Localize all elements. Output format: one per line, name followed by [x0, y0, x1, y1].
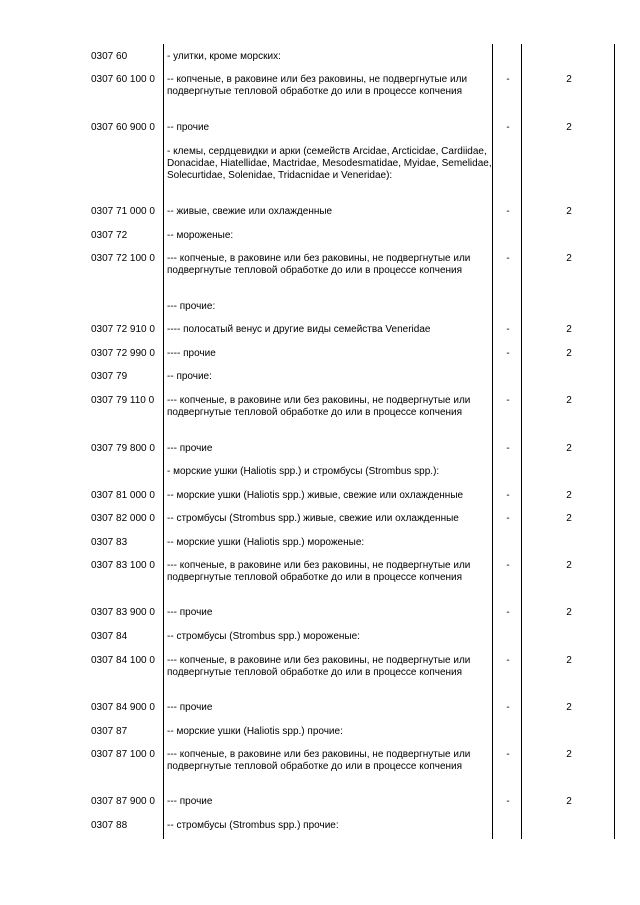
commodity-description: --- копченые, в раковине или без раковины, не подвергнутые или подвергнутые тепловой обработке до или в процессе копчения: [167, 395, 471, 418]
commodity-code: 0307 79 800 0: [91, 443, 155, 454]
duty-rate: 2: [566, 74, 572, 85]
commodity-description: -- копченые, в раковине или без раковины, не подвергнутые или подвергнутые тепловой обработке до или в процессе копчения: [167, 74, 468, 97]
commodity-description: --- прочие: [167, 796, 213, 807]
duty-rate: 2: [566, 749, 572, 760]
unit-cell: -: [506, 655, 510, 666]
commodity-description: - морские ушки (Haliotis spp.) и стромбусы (Strombus spp.):: [167, 466, 440, 477]
commodity-code: 0307 60: [91, 51, 128, 62]
commodity-description: -- морские ушки (Haliotis spp.) мороженые:: [167, 537, 365, 548]
commodity-description: --- копченые, в раковине или без раковины, не подвергнутые или подвергнутые тепловой обработке до или в процессе копчения: [167, 253, 471, 276]
unit-cell: -: [506, 253, 510, 264]
commodity-description: -- стромбусы (Strombus spp.) прочие:: [167, 820, 339, 831]
column-divider: [521, 44, 522, 839]
commodity-description: -- стромбусы (Strombus spp.) мороженые:: [167, 631, 360, 642]
unit-cell: -: [506, 513, 510, 524]
unit-cell: -: [506, 490, 510, 501]
duty-rate: 2: [566, 490, 572, 501]
commodity-code: 0307 88: [91, 820, 128, 831]
unit-cell: -: [506, 796, 510, 807]
column-divider: [163, 44, 164, 839]
commodity-description: --- прочие: [167, 702, 213, 713]
commodity-code: 0307 72 910 0: [91, 324, 155, 335]
commodity-code: 0307 82 000 0: [91, 513, 155, 524]
commodity-description: --- копченые, в раковине или без раковины, не подвергнутые или подвергнутые тепловой обработке до или в процессе копчения: [167, 655, 471, 678]
duty-rate: 2: [566, 702, 572, 713]
commodity-code: 0307 84: [91, 631, 128, 642]
commodity-code: 0307 84 900 0: [91, 702, 155, 713]
unit-cell: -: [506, 122, 510, 133]
unit-cell: -: [506, 74, 510, 85]
commodity-code: 0307 87: [91, 726, 128, 737]
duty-rate: 2: [566, 348, 572, 359]
commodity-code: 0307 79: [91, 371, 128, 382]
commodity-code: 0307 72 100 0: [91, 253, 155, 264]
unit-cell: -: [506, 206, 510, 217]
column-divider: [614, 44, 615, 839]
unit-cell: -: [506, 607, 510, 618]
commodity-description: -- живые, свежие или охлажденные: [167, 206, 333, 217]
commodity-description: --- копченые, в раковине или без раковины, не подвергнутые или подвергнутые тепловой обработке до или в процессе копчения: [167, 560, 471, 583]
commodity-description: --- копченые, в раковине или без раковины, не подвергнутые или подвергнутые тепловой обработке до или в процессе копчения: [167, 749, 471, 772]
commodity-code: 0307 71 000 0: [91, 206, 155, 217]
commodity-code: 0307 87 900 0: [91, 796, 155, 807]
duty-rate: 2: [566, 796, 572, 807]
duty-rate: 2: [566, 253, 572, 264]
commodity-description: ---- полосатый венус и другие виды семейства Veneridae: [167, 324, 431, 335]
commodity-description: ---- прочие: [167, 348, 216, 359]
unit-cell: -: [506, 395, 510, 406]
duty-rate: 2: [566, 443, 572, 454]
unit-cell: -: [506, 443, 510, 454]
commodity-description: --- прочие:: [167, 301, 216, 312]
commodity-description: - улитки, кроме морских:: [167, 51, 281, 62]
commodity-code: 0307 79 110 0: [91, 395, 155, 406]
duty-rate: 2: [566, 607, 572, 618]
commodity-code: 0307 83 900 0: [91, 607, 155, 618]
unit-cell: -: [506, 560, 510, 571]
commodity-description: -- мороженые:: [167, 230, 234, 241]
commodity-description: - клемы, сердцевидки и арки (семейств Arcidae, Arcticidae, Cardiidae, Donacidae, Hiatellidae, Mactridae, Mesodesmatidae, Myidae, Semelidae, Solecurtidae, Solenidae, Tridacnidae и Veneridae):: [167, 146, 492, 181]
column-divider: [492, 44, 493, 839]
commodity-code: 0307 84 100 0: [91, 655, 155, 666]
duty-rate: 2: [566, 655, 572, 666]
commodity-code: 0307 81 000 0: [91, 490, 155, 501]
commodity-description: -- морские ушки (Haliotis spp.) прочие:: [167, 726, 343, 737]
commodity-description: -- морские ушки (Haliotis spp.) живые, свежие или охлажденные: [167, 490, 464, 501]
commodity-code: 0307 72 990 0: [91, 348, 155, 359]
commodity-description: -- прочие: [167, 122, 210, 133]
duty-rate: 2: [566, 513, 572, 524]
commodity-code: 0307 60 900 0: [91, 122, 155, 133]
unit-cell: -: [506, 749, 510, 760]
duty-rate: 2: [566, 560, 572, 571]
duty-rate: 2: [566, 324, 572, 335]
unit-cell: -: [506, 348, 510, 359]
duty-rate: 2: [566, 206, 572, 217]
duty-rate: 2: [566, 395, 572, 406]
commodity-description: -- прочие:: [167, 371, 212, 382]
commodity-description: --- прочие: [167, 443, 213, 454]
commodity-code: 0307 87 100 0: [91, 749, 155, 760]
commodity-code: 0307 60 100 0: [91, 74, 155, 85]
commodity-description: --- прочие: [167, 607, 213, 618]
commodity-code: 0307 83 100 0: [91, 560, 155, 571]
commodity-code: 0307 83: [91, 537, 128, 548]
commodity-description: -- стромбусы (Strombus spp.) живые, свежие или охлажденные: [167, 513, 459, 524]
duty-rate: 2: [566, 122, 572, 133]
commodity-code: 0307 72: [91, 230, 128, 241]
unit-cell: -: [506, 702, 510, 713]
unit-cell: -: [506, 324, 510, 335]
